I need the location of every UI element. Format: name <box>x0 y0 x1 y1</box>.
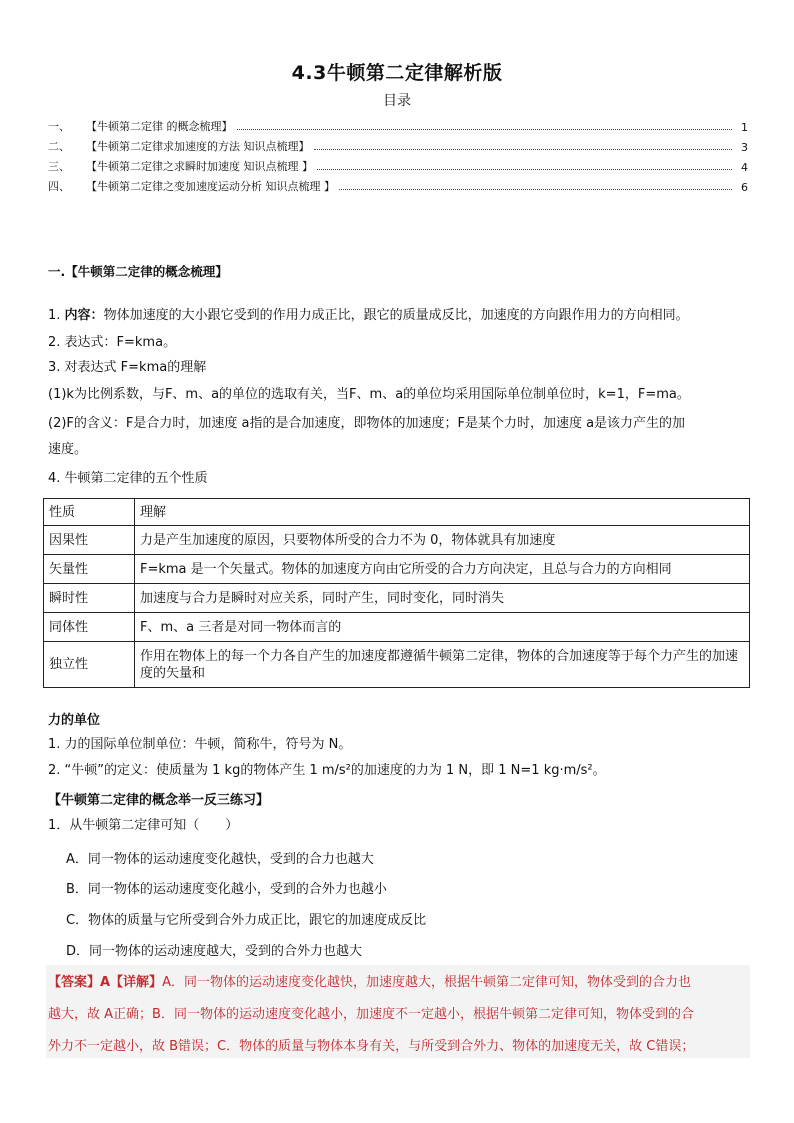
table-row <box>44 642 750 688</box>
toc-leader-dots <box>339 188 732 190</box>
section-heading: 一.【牛顿第二定律的概念梳理】 <box>48 264 228 279</box>
toc-entry-number: 三、 <box>48 160 70 173</box>
toc-leader-dots <box>237 128 733 130</box>
property-description: 加速度与合力是瞬时对应关系，同时产生，同时变化，同时消失 <box>135 584 750 613</box>
expression-line: 2. 表达式：F=kma。 <box>48 335 177 350</box>
property-name: 因果性 <box>44 526 135 555</box>
header-cell: 理解 <box>135 499 750 526</box>
property-description: F、m、a 三者是对同一物体而言的 <box>135 613 750 642</box>
toc-leader-dots <box>314 148 733 150</box>
table-row <box>44 584 750 613</box>
answer-line: 越大，故 A正确；B．同一物体的运动速度变化越小，加速度不一定越小，根据牛顿第二定律可知，物体受到的合 <box>48 1007 694 1022</box>
answer-tag: 【答案】A【详解】 <box>48 975 163 990</box>
toc-entry[interactable] <box>48 134 748 154</box>
option-a[interactable]: A．同一物体的运动速度变化越快，受到的合力也越大 <box>66 852 374 867</box>
properties-table <box>43 498 750 688</box>
toc-entry-text: 【牛顿第二定律 的概念梳理】 <box>86 120 233 133</box>
property-name: 同体性 <box>44 613 135 642</box>
property-description: F=kma 是一个矢量式。物体的加速度方向由它所受的合力方向决定，且总与合力的方向相同 <box>135 555 750 584</box>
content-label: 内容： <box>64 308 104 323</box>
newton-definition-line: 2. “牛顿”的定义：使质量为 1 kg的物体产生 1 m/s²的加速度的力为 1 N，即 1 N=1 kg·m/s²。 <box>48 763 606 778</box>
toc-entry-text: 【牛顿第二定律之求瞬时加速度 知识点梳理 】 <box>86 160 313 173</box>
toc-entry-page: 1 <box>741 121 748 134</box>
option-d[interactable]: D．同一物体的运动速度越大，受到的合外力也越大 <box>66 944 363 959</box>
force-unit-heading: 力的单位 <box>48 713 101 728</box>
table-row <box>44 613 750 642</box>
toc-leader-dots <box>317 168 732 170</box>
understanding-heading: 3. 对表达式 F=kma的理解 <box>48 360 207 375</box>
answer-line: 外力不一定越小，故 B错误；C．物体的质量与物体本身有关，与所受到合外力、物体的加速度无关，故 C错误； <box>48 1039 695 1054</box>
toc-entry[interactable] <box>48 174 748 194</box>
content-paragraph <box>48 306 748 326</box>
table-of-contents <box>48 114 748 194</box>
f-meaning-line1: (2)F的含义：F是合力时，加速度 a指的是合加速度，即物体的加速度；F是某个力时，加速度 a是该力产生的加 <box>48 416 686 431</box>
toc-entry[interactable] <box>48 154 748 174</box>
property-name: 矢量性 <box>44 555 135 584</box>
option-b[interactable]: B．同一物体的运动速度变化越小，受到的合外力也越小 <box>66 882 387 897</box>
property-description: 力是产生加速度的原因，只要物体所受的合力不为 0，物体就具有加速度 <box>135 526 750 555</box>
option-c[interactable]: C．物体的质量与它所受到合外力成正比，跟它的加速度成反比 <box>66 913 427 928</box>
toc-entry-page: 6 <box>741 181 748 194</box>
toc-entry-text: 【牛顿第二定律求加速度的方法 知识点梳理】 <box>86 140 310 153</box>
answer-text: A．同一物体的运动速度变化越快，加速度越大，根据牛顿第二定律可知，物体受到的合力也 <box>162 975 691 990</box>
toc-entry-page: 3 <box>741 141 748 154</box>
property-description: 作用在物体上的每一个力各自产生的加速度都遵循牛顿第二定律，物体的合加速度等于每个力产生的加速度的矢量和 <box>135 642 750 688</box>
toc-entry-number: 一、 <box>48 120 70 133</box>
question-stem: 1．从牛顿第二定律可知（ ） <box>48 818 239 833</box>
content-text: 物体加速度的大小跟它受到的作用力成正比，跟它的质量成反比，加速度的方向跟作用力的方向相同。 <box>103 308 689 323</box>
property-name: 独立性 <box>44 642 135 688</box>
property-name: 瞬时性 <box>44 584 135 613</box>
toc-entry-page: 4 <box>741 161 748 174</box>
table-header-row <box>44 499 750 526</box>
toc-entry-text: 【牛顿第二定律之变加速度运动分析 知识点梳理 】 <box>86 180 335 193</box>
f-meaning-line2: 速度。 <box>48 442 88 457</box>
item-number: 1. <box>48 308 65 323</box>
toc-entry-number: 二、 <box>48 140 70 153</box>
five-properties-heading: 4. 牛顿第二定律的五个性质 <box>48 471 208 486</box>
toc-entry[interactable] <box>48 114 748 134</box>
toc-heading: 目录 <box>383 93 411 109</box>
table-row <box>44 526 750 555</box>
k-coefficient-paragraph: (1)k为比例系数，与F、m、a的单位的选取有关，当F、m、a的单位均采用国际单位制单位时，k=1，F=ma。 <box>48 387 690 402</box>
header-cell: 性质 <box>44 499 135 526</box>
table-row <box>44 555 750 584</box>
unit-line: 1. 力的国际单位制单位：牛顿，简称牛，符号为 N。 <box>48 737 352 752</box>
toc-entry-number: 四、 <box>48 180 70 193</box>
practice-heading: 【牛顿第二定律的概念举一反三练习】 <box>48 793 270 808</box>
answer-line <box>48 971 754 990</box>
document-title: 4.3牛顿第二定律解析版 <box>291 62 503 84</box>
